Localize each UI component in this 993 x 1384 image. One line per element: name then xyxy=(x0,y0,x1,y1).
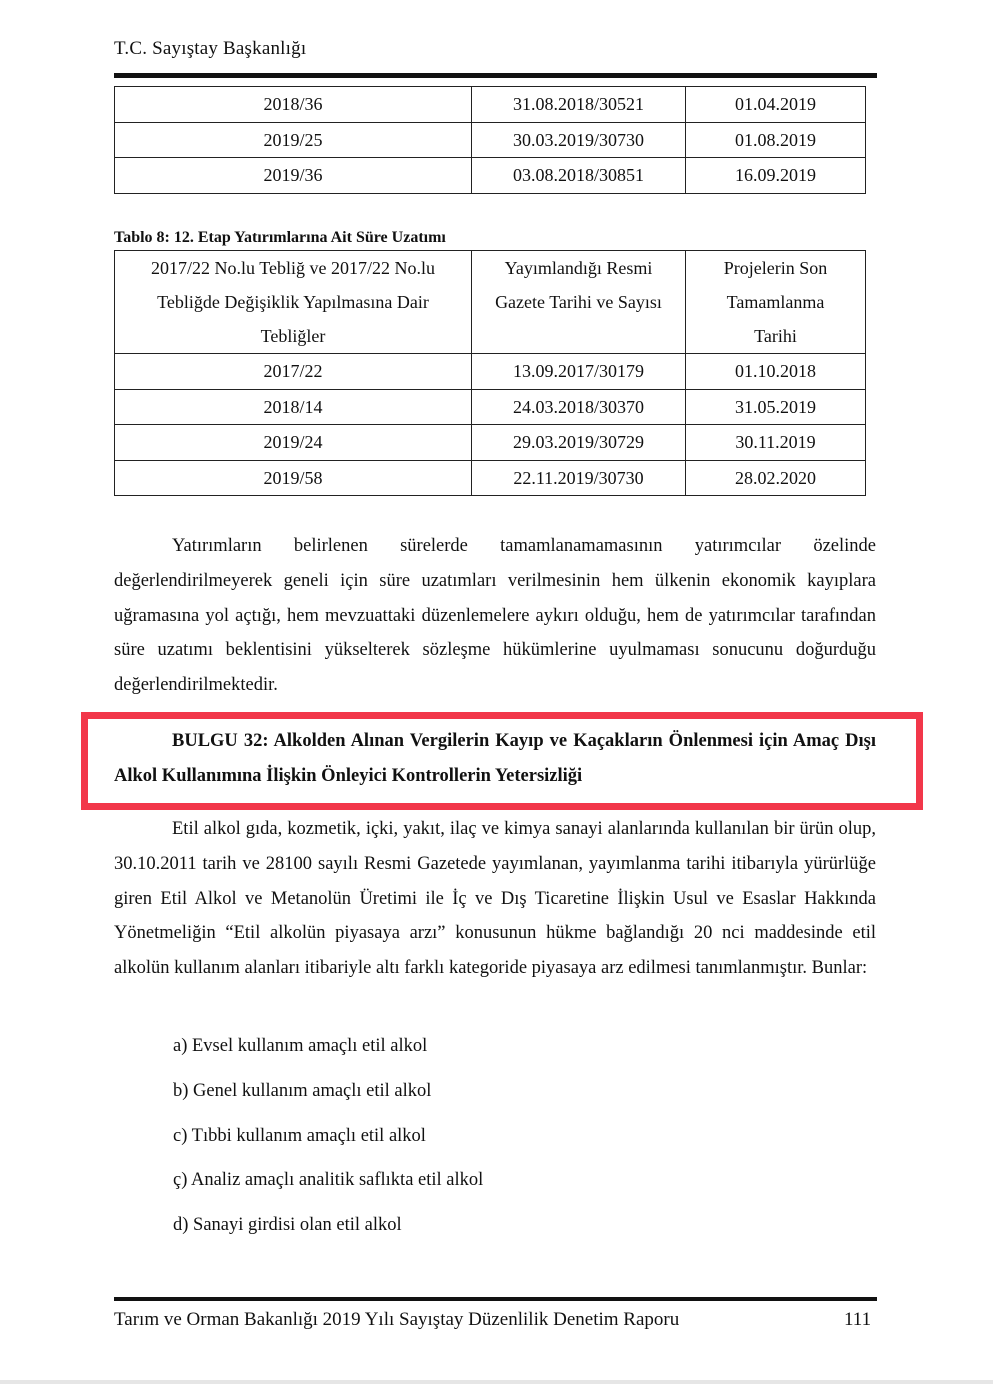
page-number: 111 xyxy=(844,1309,872,1330)
header-line: Yayımlandığı Resmi xyxy=(504,258,653,278)
table-row xyxy=(115,389,866,425)
finding-title-text: BULGU 32: Alkolden Alınan Vergilerin Kayıp ve Kaçakların Önlenmesi için Amaç Dışı Alkol Kullanımına İlişkin Önleyici Kontrollerin Yetersizliği xyxy=(114,731,876,786)
table-cell: 2019/25 xyxy=(115,122,472,158)
table-cell: 13.09.2017/30179 xyxy=(472,354,686,390)
table-header-cell xyxy=(472,251,686,354)
header-line: Tebliğde Değişiklik Yapılmasına Dair xyxy=(157,292,429,312)
table-header-cell xyxy=(686,251,866,354)
header-line: 2017/22 No.lu Tebliğ ve 2017/22 No.lu xyxy=(151,258,435,278)
table-header-cell xyxy=(115,251,472,354)
finding-title xyxy=(114,724,876,794)
header-line: Tarihi xyxy=(754,326,797,346)
table-row xyxy=(115,425,866,461)
table-row xyxy=(115,87,866,123)
table-cell: 03.08.2018/30851 xyxy=(472,158,686,194)
table-row xyxy=(115,354,866,390)
page-header-title: T.C. Sayıştay Başkanlığı xyxy=(114,38,307,59)
table-row xyxy=(115,460,866,496)
paragraph-ethyl-alcohol xyxy=(114,812,876,986)
list-item: c) Tıbbi kullanım amaçlı etil alkol xyxy=(173,1126,426,1146)
table-cell: 2018/14 xyxy=(115,389,472,425)
table-cell: 2019/36 xyxy=(115,158,472,194)
table-row xyxy=(115,122,866,158)
table-previous-extensions xyxy=(114,86,866,194)
table-header-row xyxy=(115,251,866,354)
table-cell: 01.08.2019 xyxy=(686,122,866,158)
table-cell: 22.11.2019/30730 xyxy=(472,460,686,496)
table-cell: 2017/22 xyxy=(115,354,472,390)
table-cell: 2018/36 xyxy=(115,87,472,123)
table-cell: 16.09.2019 xyxy=(686,158,866,194)
table-cell: 31.05.2019 xyxy=(686,389,866,425)
paragraph-text: Etil alkol gıda, kozmetik, içki, yakıt, ilaç ve kimya sanayi alanlarında kullanılan bir ürün olup, 30.10.2011 tarih ve 28100 sayılı Resmi Gazetede yayımlanan, yayımlanma tarihi itibarıyla yürürlüğe giren Etil Alkol ve Metanolün Üretimi ile İç ve Dış Ticaretine İlişkin Usul ve Esaslar Hakkında Yönetmeliğin “Etil alkolün piyasaya arzı” konusunun hükme bağlandığı 20 nci maddesinde etil alkolün kullanım alanları itibariyle altı farklı kategoride piyasaya arz edilmesi tanımlanmıştır. Bunlar: xyxy=(114,819,876,979)
paragraph-text: Yatırımların belirlenen sürelerde tamamlanamamasının yatırımcılar özelinde değerlendirilmeyerek geneli için süre uzatımları verilmesinin hem ülkenin ekonomik kayıplara uğramasına yol açtığı, hem mevzuattaki düzenlemelere aykırı olduğu, hem de yatırımcılar tarafından süre uzatımı beklentisini yükselterek sözleşme hükümlerine uyulmaması sonucunu doğurduğu değerlendirilmektedir. xyxy=(114,536,876,696)
header-line: Projelerin Son xyxy=(723,258,828,278)
header-line: Tamamlanma xyxy=(726,292,825,312)
table-cell: 24.03.2018/30370 xyxy=(472,389,686,425)
table-cell: 01.04.2019 xyxy=(686,87,866,123)
table-cell: 2019/24 xyxy=(115,425,472,461)
page-edge xyxy=(0,1380,993,1384)
list-item: ç) Analiz amaçlı analitik saflıkta etil alkol xyxy=(173,1170,484,1190)
header-line: Gazete Tarihi ve Sayısı xyxy=(495,292,662,312)
header-line: Tebliğler xyxy=(260,326,326,346)
table-cell: 30.11.2019 xyxy=(686,425,866,461)
table-cell: 30.03.2019/30730 xyxy=(472,122,686,158)
list-item: d) Sanayi girdisi olan etil alkol xyxy=(173,1215,402,1235)
paragraph-evaluation xyxy=(114,529,876,703)
footer-rule xyxy=(114,1297,877,1301)
table-row xyxy=(115,158,866,194)
table-stage12-extensions xyxy=(114,250,866,496)
list-item: a) Evsel kullanım amaçlı etil alkol xyxy=(173,1036,428,1056)
header-rule xyxy=(114,73,877,78)
table-cell: 01.10.2018 xyxy=(686,354,866,390)
table-caption: Tablo 8: 12. Etap Yatırımlarına Ait Süre Uzatımı xyxy=(114,229,446,246)
table-cell: 2019/58 xyxy=(115,460,472,496)
table-cell: 28.02.2020 xyxy=(686,460,866,496)
list-item: b) Genel kullanım amaçlı etil alkol xyxy=(173,1081,432,1101)
footer-report-title: Tarım ve Orman Bakanlığı 2019 Yılı Sayıştay Düzenlilik Denetim Raporu xyxy=(114,1309,680,1330)
table-cell: 29.03.2019/30729 xyxy=(472,425,686,461)
table-cell: 31.08.2018/30521 xyxy=(472,87,686,123)
